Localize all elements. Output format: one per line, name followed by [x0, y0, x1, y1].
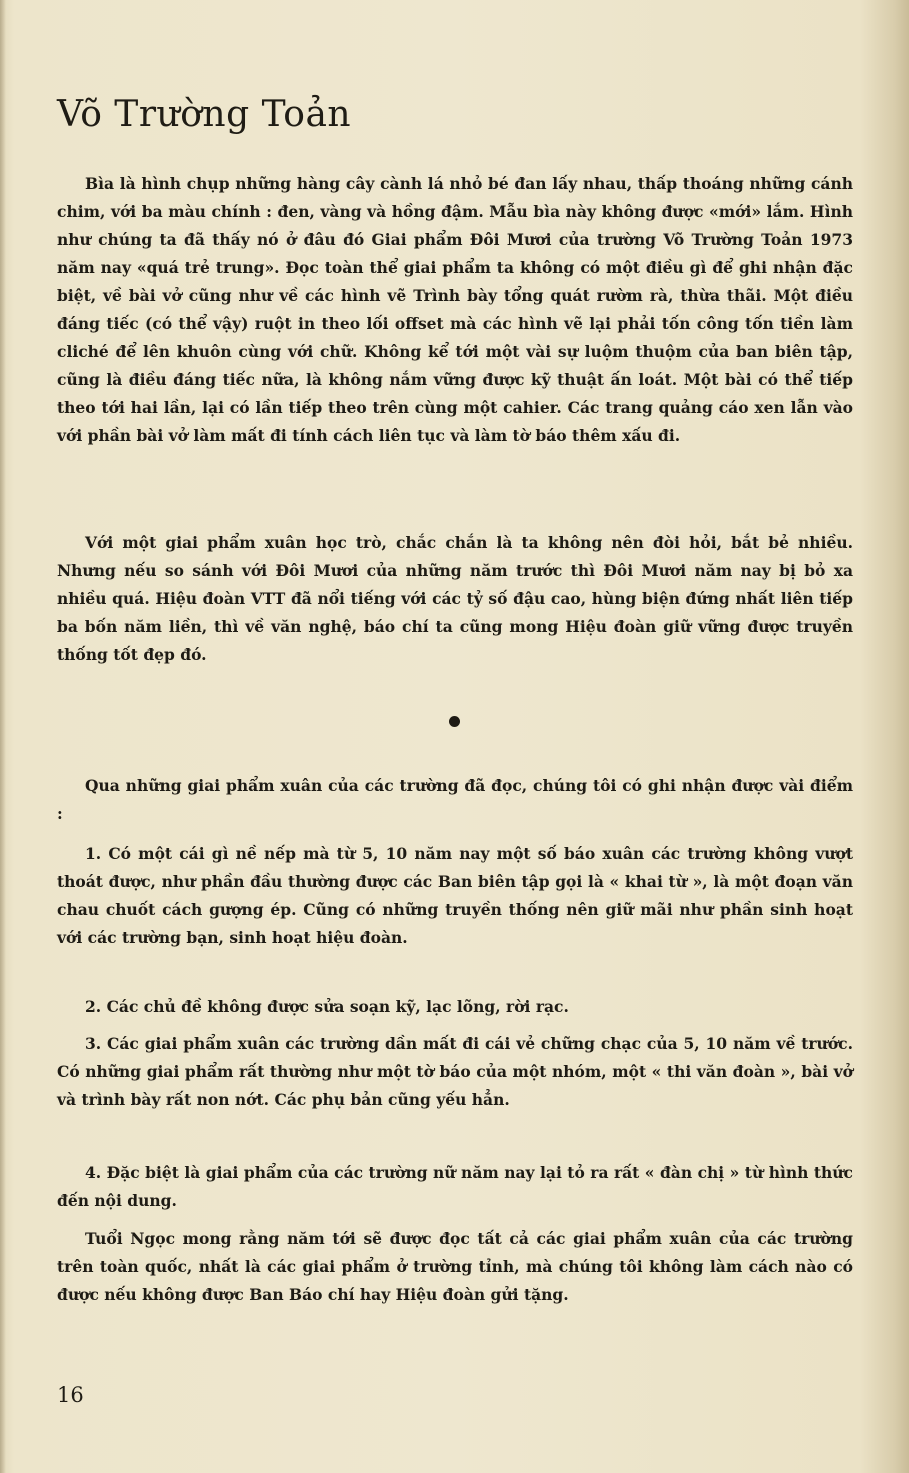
observation-item-4: 4. Đặc biệt là giai phẩm của các trường nữ năm nay lại tỏ ra rất « đàn chị » từ hình thức đến nội dung. — [57, 1163, 853, 1210]
page-number: 16 — [57, 1383, 84, 1407]
observation-item-3: 3. Các giai phẩm xuân các trường dần mất đi cái vẻ chững chạc của 5, 10 năm về trước. Có những giai phẩm rất thường như một tờ báo của một nhóm, một « thi văn đoàn », bài vở và trình bày rất non nớt. Các phụ bản cũng yếu hẳn. — [57, 1034, 853, 1109]
paragraph-cover-review: Bìa là hình chụp những hàng cây cành lá nhỏ bé đan lấy nhau, thấp thoáng những cánh chim, với ba màu chính : đen, vàng và hồng đậm. Mẫu bìa này không được «mới» lắm. Hình như chúng ta đã thấy nó ở đâu đó Giai phẩm Đôi Mươi của trường Võ Trường Toản 1973 năm nay «quá trẻ trung». Đọc toàn thể giai phẩm ta không có một điều gì để ghi nhận đặc biệt, về bài vở cũng như về các hình vẽ Trình bày tổng quát rườm rà, thừa thãi. Một điều đáng tiếc (có thể vậy) ruột in theo lối offset mà các hình vẽ lại phải tốn công tốn tiền làm cliché để lên khuôn cùng với chữ. Không kể tới một vài sự luộm thuộm của ban biên tập, cũng là điều đáng tiếc nữa, là không nắm vững được kỹ thuật ấn loát. Một bài có thể tiếp theo tới hai lần, lại có lần tiếp theo trên cùng một cahier. Các trang quảng cáo xen lẫn vào với phần bài vở làm mất đi tính cách liên tục và làm tờ báo thêm xấu đi. — [57, 174, 853, 445]
page-spine-shadow — [0, 0, 6, 1473]
observation-item-1: 1. Có một cái gì nề nếp mà từ 5, 10 năm nay một số báo xuân các trường không vượt thoát được, như phần đầu thường được các Ban biên tập gọi là « khai từ », là một đoạn văn chau chuốt cách gượng ép. Cũng có những truyền thống nên giữ mãi như phần sinh hoạt với các trường bạn, sinh hoạt hiệu đoàn. — [57, 844, 853, 947]
section-divider-bullet — [449, 716, 460, 727]
article-title: Võ Trường Toản — [57, 94, 352, 135]
observation-item-2: 2. Các chủ đề không được sửa soạn kỹ, lạc lõng, rời rạc. — [85, 997, 569, 1016]
paragraph-closing-wish: Tuổi Ngọc mong rằng năm tới sẽ được đọc tất cả các giai phẩm xuân của các trường trên toàn quốc, nhất là các giai phẩm ở trường tỉnh, mà chúng tôi không làm cách nào có được nếu không được Ban Báo chí hay Hiệu đoàn gửi tặng. — [57, 1229, 853, 1304]
paragraph-comparison: Với một giai phẩm xuân học trò, chắc chắn là ta không nên đòi hỏi, bắt bẻ nhiều. Nhưng nếu so sánh với Đôi Mươi của những năm trước thì Đôi Mươi năm nay bị bỏ xa nhiều quá. Hiệu đoàn VTT đã nổi tiếng với các tỷ số đậu cao, hùng biện đứng nhất liên tiếp ba bốn năm liền, thì về văn nghệ, báo chí ta cũng mong Hiệu đoàn giữ vững được truyền thống tốt đẹp đó. — [57, 533, 853, 664]
paragraph-observations-intro: Qua những giai phẩm xuân của các trường đã đọc, chúng tôi có ghi nhận được vài điểm : — [57, 776, 853, 823]
